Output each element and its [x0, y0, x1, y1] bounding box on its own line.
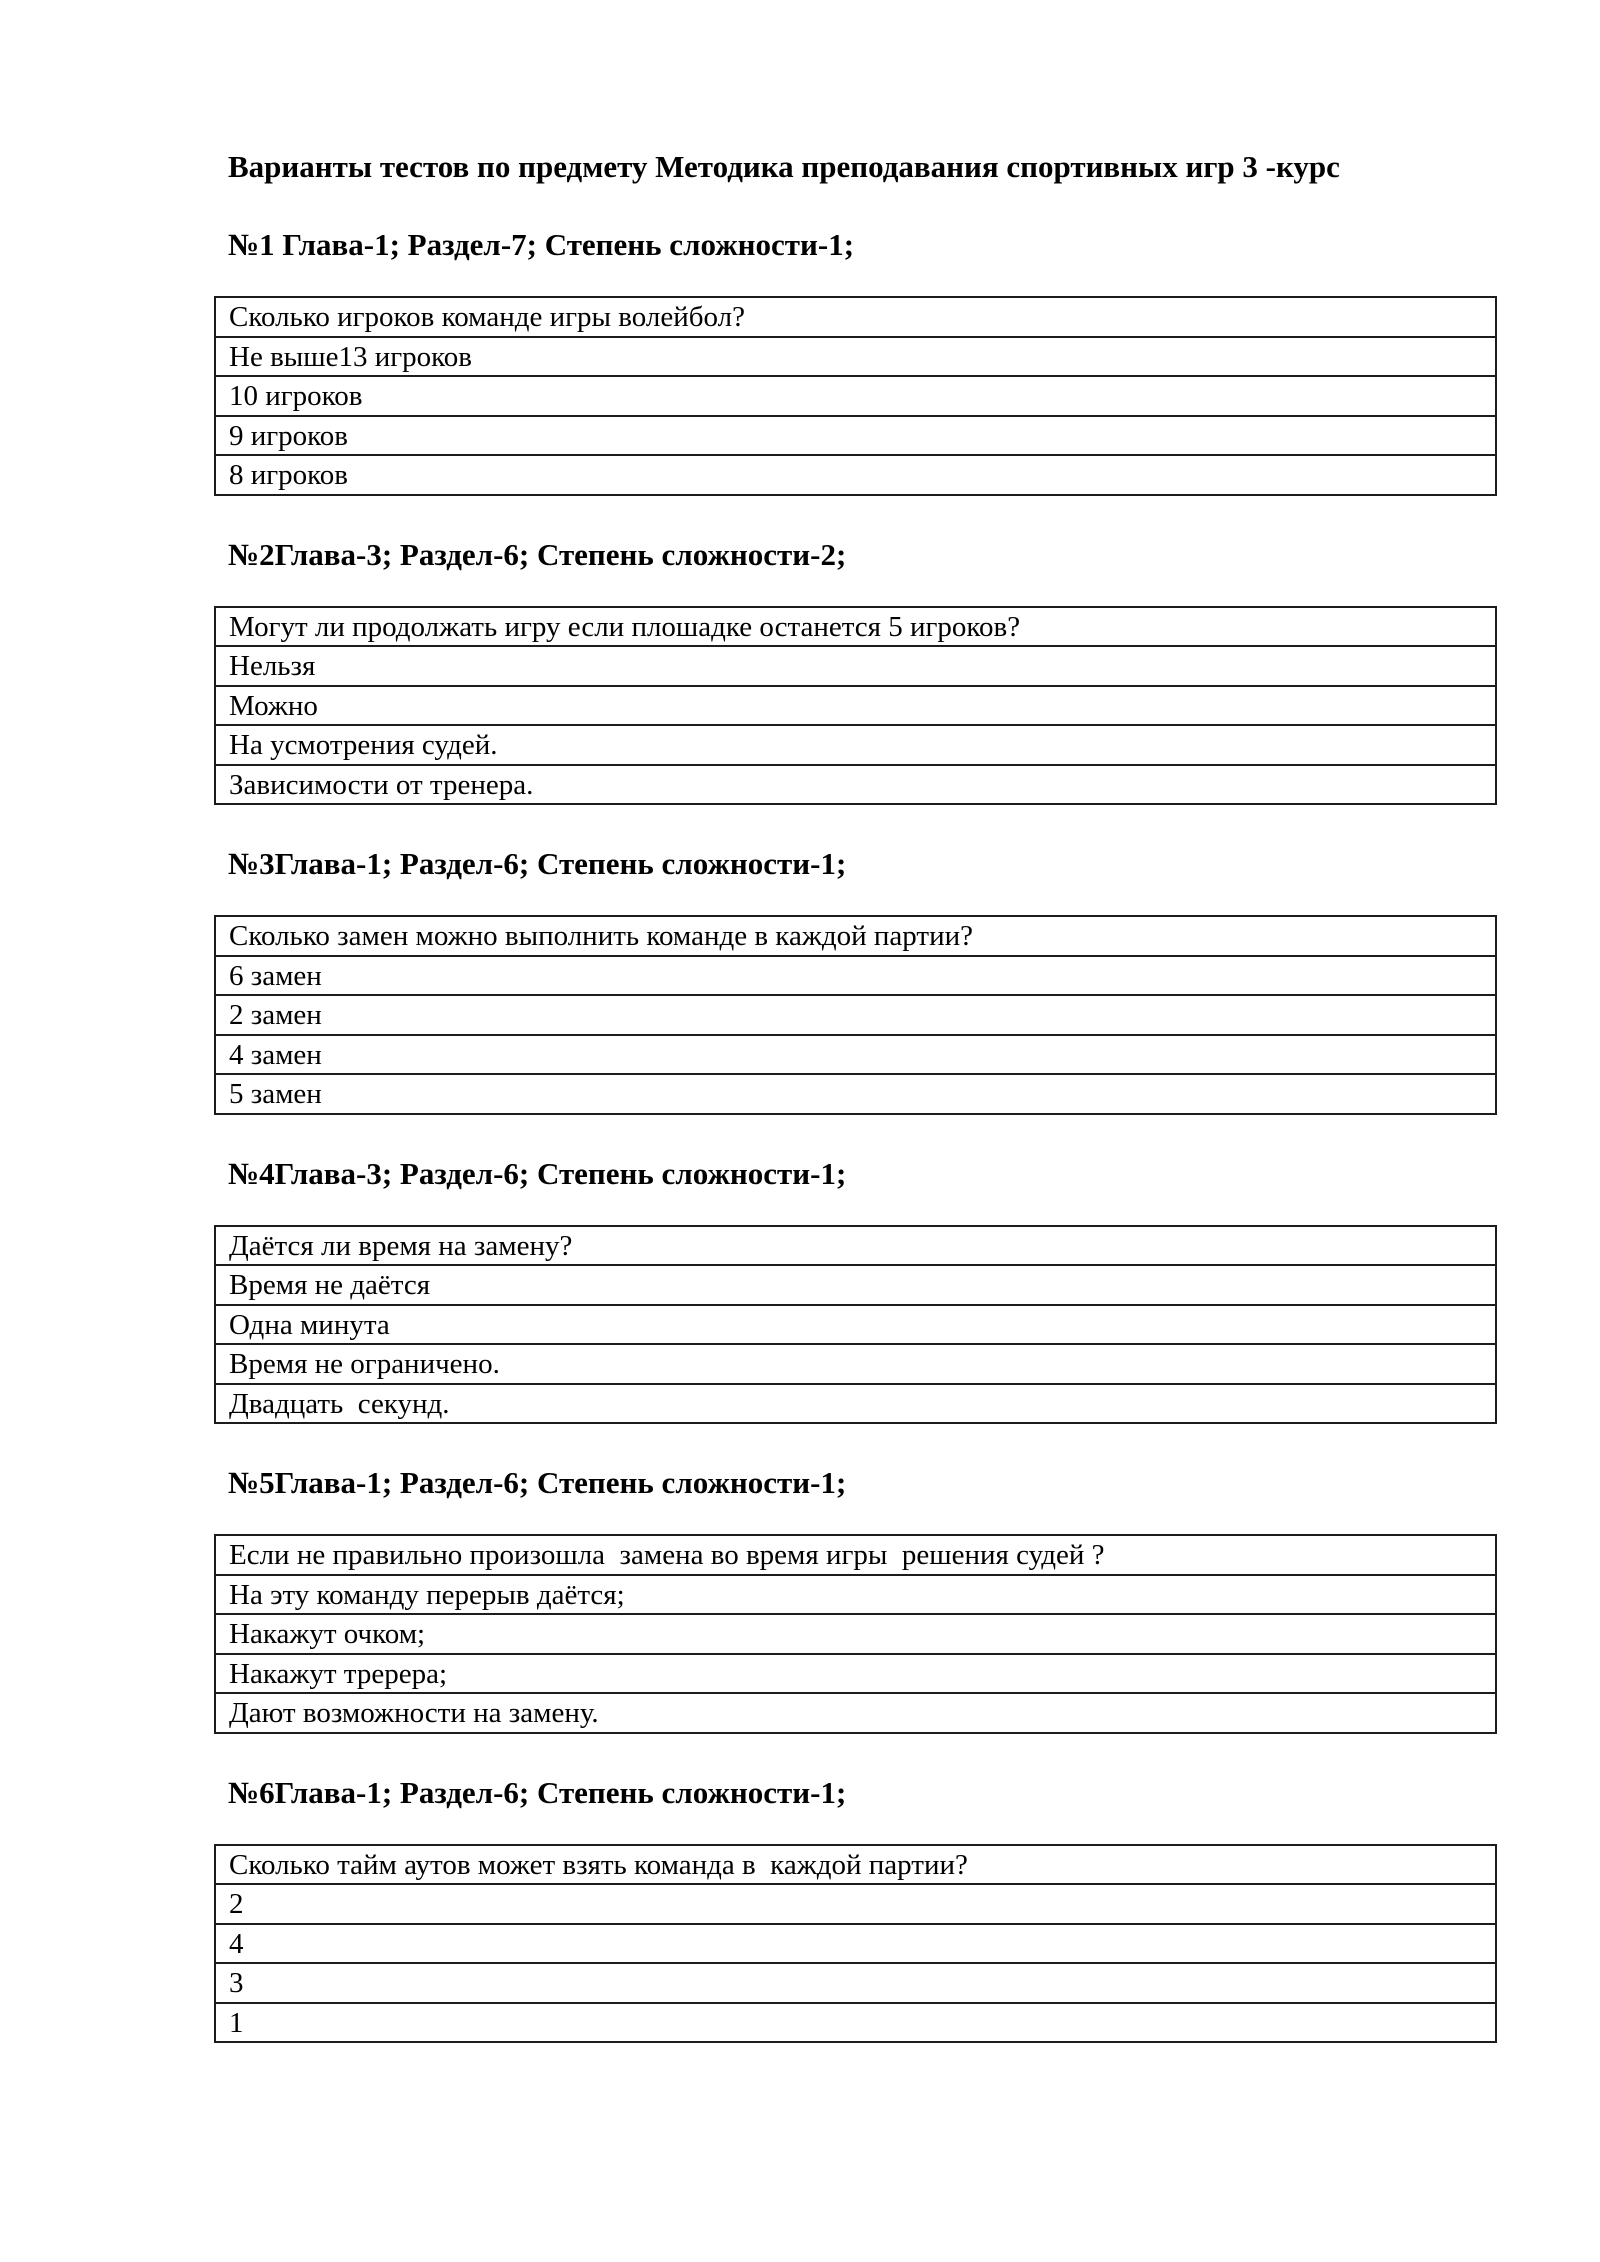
test-section-6: [0, 1774, 1600, 2044]
answer-row: [215, 1614, 1496, 1654]
answer-row: [215, 765, 1496, 805]
test-section-5: [0, 1464, 1600, 1734]
answer-cell: Двадцать секунд.: [215, 1384, 1496, 1424]
answer-row: [215, 646, 1496, 686]
answer-row: [215, 956, 1496, 996]
answer-row: [215, 1575, 1496, 1615]
answer-cell: 1: [215, 2003, 1496, 2043]
question-table: [214, 915, 1497, 1115]
answer-cell: 9 игроков: [215, 416, 1496, 456]
question-row: [215, 607, 1496, 647]
test-section-4: [0, 1155, 1600, 1425]
question-row: [215, 916, 1496, 956]
question-table: [214, 296, 1497, 496]
answer-row: [215, 416, 1496, 456]
answer-row: [215, 1035, 1496, 1075]
question-row: [215, 297, 1496, 337]
document-title: Варианты тестов по предмету Методика преподавания спортивных игр 3 -курс: [228, 149, 1340, 184]
test-section-2: [0, 536, 1600, 806]
answer-cell: Одна минута: [215, 1305, 1496, 1345]
answer-cell: 2: [215, 1884, 1496, 1924]
section-heading: №6Глава-1; Раздел-6; Степень сложности-1;: [228, 1774, 847, 1810]
answer-row: [215, 725, 1496, 765]
answer-row: [215, 1924, 1496, 1964]
answer-cell: Время не даётся: [215, 1265, 1496, 1305]
section-heading: №5Глава-1; Раздел-6; Степень сложности-1;: [228, 1465, 847, 1500]
question-cell: Сколько замен можно выполнить команде в каждой партии?: [215, 916, 1496, 956]
question-row: [215, 1535, 1496, 1575]
question-row: [215, 1845, 1496, 1885]
question-table: [214, 606, 1497, 806]
answer-row: [215, 2003, 1496, 2043]
question-table: [214, 1225, 1497, 1425]
test-section-3: [0, 845, 1600, 1115]
section-heading: №1 Глава-1; Раздел-7; Степень сложности-1;: [228, 227, 855, 262]
answer-cell: 3: [215, 1963, 1496, 2003]
section-heading: №2Глава-3; Раздел-6; Степень сложности-2;: [228, 536, 847, 572]
answer-row: [215, 1963, 1496, 2003]
answer-cell: 4: [215, 1924, 1496, 1964]
question-cell: Если не правильно произошла замена во время игры решения судей ?: [215, 1535, 1496, 1575]
answer-cell: На усмотрения судей.: [215, 725, 1496, 765]
answer-row: [215, 995, 1496, 1035]
answer-cell: Накажут тререра;: [215, 1654, 1496, 1694]
answer-row: [215, 1265, 1496, 1305]
question-cell: Сколько тайм аутов может взять команда в каждой партии?: [215, 1845, 1496, 1885]
answer-cell: Зависимости от тренера.: [215, 765, 1496, 805]
question-table: [214, 1534, 1497, 1734]
section-heading: №3Глава-1; Раздел-6; Степень сложности-1;: [228, 846, 847, 881]
answer-row: [215, 1074, 1496, 1114]
answer-cell: 6 замен: [215, 956, 1496, 996]
answer-cell: 5 замен: [215, 1074, 1496, 1114]
answer-cell: Время не ограничено.: [215, 1344, 1496, 1384]
answer-cell: На эту команду перерыв даётся;: [215, 1575, 1496, 1615]
answer-cell: Можно: [215, 686, 1496, 726]
question-cell: Могут ли продолжать игру если плошадке останется 5 игроков?: [215, 607, 1496, 647]
answer-cell: Дают возможности на замену.: [215, 1693, 1496, 1733]
answer-row: [215, 1305, 1496, 1345]
answer-cell: Нельзя: [215, 646, 1496, 686]
answer-row: [215, 376, 1496, 416]
answer-cell: 8 игроков: [215, 455, 1496, 495]
test-section-1: [0, 226, 1600, 496]
question-row: [215, 1226, 1496, 1266]
answer-cell: 10 игроков: [215, 376, 1496, 416]
question-cell: Даётся ли время на замену?: [215, 1226, 1496, 1266]
answer-cell: 4 замен: [215, 1035, 1496, 1075]
answer-cell: 2 замен: [215, 995, 1496, 1035]
answer-row: [215, 686, 1496, 726]
answer-row: [215, 1884, 1496, 1924]
answer-row: [215, 1384, 1496, 1424]
answer-cell: Не выше13 игроков: [215, 337, 1496, 377]
question-cell: Сколько игроков команде игры волейбол?: [215, 297, 1496, 337]
answer-row: [215, 455, 1496, 495]
answer-row: [215, 1654, 1496, 1694]
answer-row: [215, 337, 1496, 377]
question-table: [214, 1844, 1497, 2044]
section-heading: №4Глава-3; Раздел-6; Степень сложности-1;: [228, 1155, 847, 1191]
answer-row: [215, 1693, 1496, 1733]
answer-cell: Накажут очком;: [215, 1614, 1496, 1654]
answer-row: [215, 1344, 1496, 1384]
